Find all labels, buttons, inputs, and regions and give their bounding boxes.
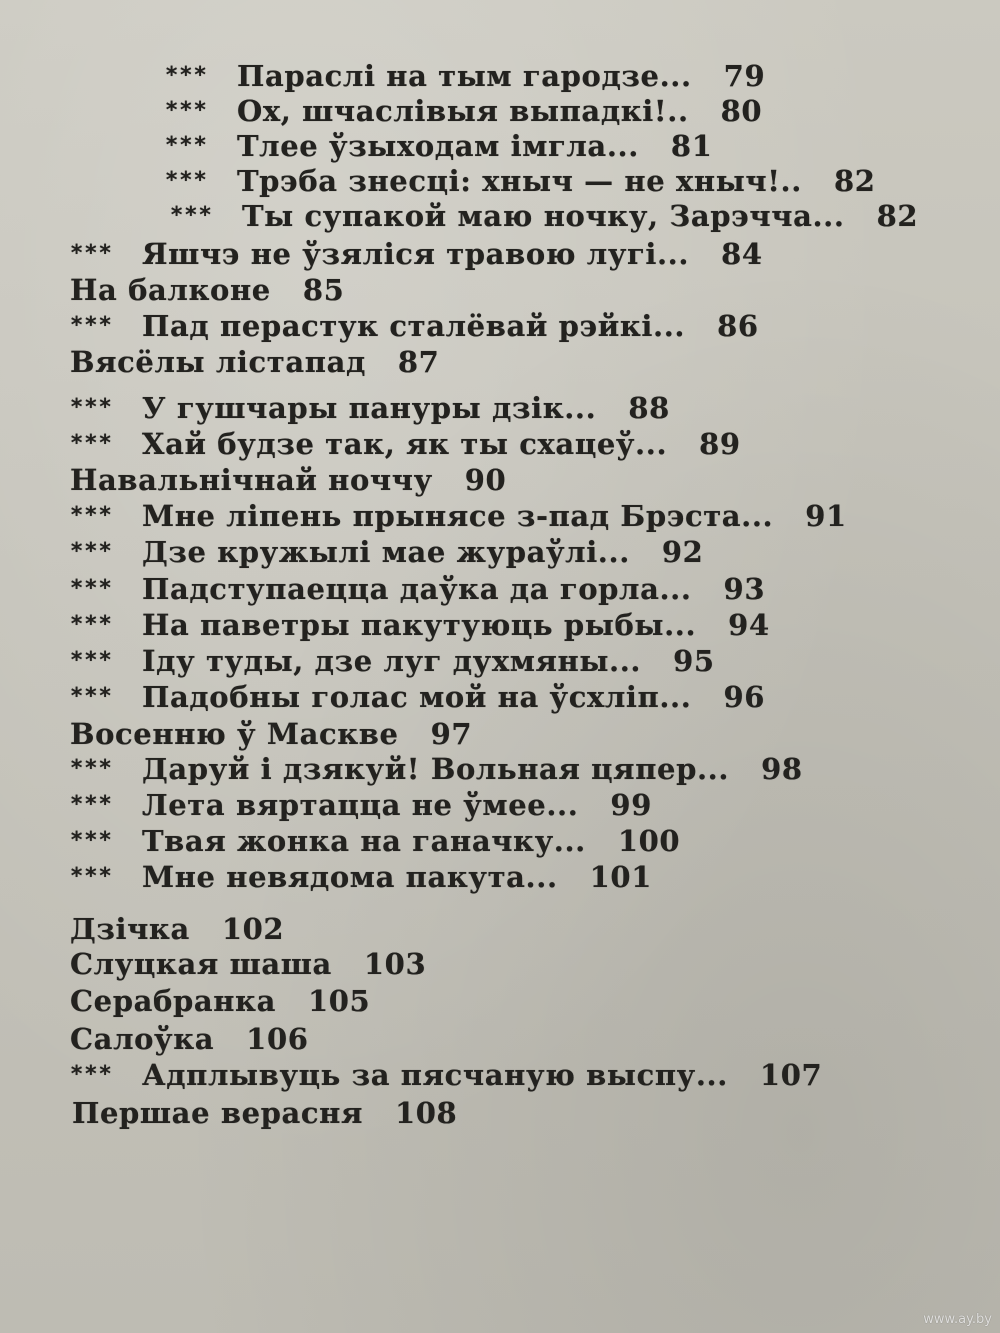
entry-marker: *** bbox=[70, 539, 113, 564]
entry-page-number: 101 bbox=[589, 860, 652, 894]
entry-title: Навальнічнай ноччу bbox=[70, 463, 433, 497]
toc-entry bbox=[70, 344, 439, 380]
entry-title: Хай будзе так, як ты схацеў... bbox=[142, 427, 668, 461]
entry-title: Яшчэ не ўзяліся травою лугі... bbox=[142, 237, 690, 271]
toc-entry bbox=[165, 93, 762, 129]
entry-page-number: 92 bbox=[661, 535, 704, 569]
toc-entry bbox=[70, 983, 370, 1019]
toc-entry bbox=[70, 823, 680, 859]
entry-page-number: 79 bbox=[723, 59, 766, 93]
entry-title: У гушчары пануры дзік... bbox=[142, 391, 597, 425]
entry-page-number: 108 bbox=[395, 1096, 458, 1130]
entry-page-number: 106 bbox=[246, 1022, 309, 1056]
entry-marker: *** bbox=[70, 684, 113, 709]
entry-page-number: 91 bbox=[805, 499, 847, 533]
entry-page-number: 96 bbox=[723, 680, 765, 714]
entry-title: Даруй і дзякуй! Вольная цяпер... bbox=[142, 752, 730, 786]
toc-entry bbox=[70, 462, 506, 498]
entry-title: Першае верасня bbox=[72, 1096, 363, 1130]
entry-page-number: 82 bbox=[876, 199, 919, 233]
toc-entry bbox=[70, 1021, 309, 1057]
entry-title: Восенню ў Маскве bbox=[70, 717, 399, 751]
entry-marker: *** bbox=[170, 203, 213, 228]
toc-entry bbox=[70, 534, 703, 570]
toc-entry bbox=[70, 751, 803, 787]
toc-entry bbox=[70, 426, 741, 462]
entry-title: Трэба знесці: хныч — не хныч!.. bbox=[237, 164, 802, 198]
toc-entry bbox=[70, 571, 765, 607]
entry-page-number: 97 bbox=[430, 717, 473, 751]
entry-title: Мне невядома пакута... bbox=[142, 860, 558, 894]
entry-title: Ты супакой маю ночку, Зарэчча... bbox=[242, 199, 845, 233]
entry-page-number: 89 bbox=[699, 427, 741, 461]
toc-entry bbox=[70, 607, 770, 643]
entry-page-number: 82 bbox=[833, 164, 876, 198]
entry-title: Адплывуць за пясчаную выспу... bbox=[142, 1058, 728, 1092]
entry-title: Параслі на тым гародзе... bbox=[237, 59, 692, 93]
toc-entry bbox=[70, 946, 426, 982]
entry-page-number: 93 bbox=[723, 572, 766, 606]
entry-marker: *** bbox=[70, 864, 113, 889]
toc-entry bbox=[70, 859, 652, 895]
entry-page-number: 87 bbox=[397, 345, 440, 379]
entry-marker: *** bbox=[70, 648, 113, 673]
entry-marker: *** bbox=[165, 63, 208, 88]
entry-title: Мне ліпень прынясе з-пад Брэста... bbox=[142, 499, 774, 533]
entry-page-number: 86 bbox=[717, 309, 759, 343]
entry-page-number: 102 bbox=[221, 912, 285, 946]
toc-entry bbox=[70, 911, 284, 947]
entry-marker: *** bbox=[70, 1062, 113, 1087]
entry-marker: *** bbox=[70, 756, 113, 781]
entry-marker: *** bbox=[165, 168, 208, 193]
entry-marker: *** bbox=[165, 133, 208, 158]
entry-marker: *** bbox=[70, 431, 113, 456]
toc-entry bbox=[72, 1095, 457, 1131]
toc-entry bbox=[165, 163, 876, 199]
entry-page-number: 88 bbox=[628, 391, 670, 425]
toc-entry bbox=[70, 236, 763, 272]
entry-title: Вясёлы лістапад bbox=[70, 345, 366, 379]
toc-entry bbox=[70, 643, 715, 679]
entry-page-number: 90 bbox=[464, 463, 507, 497]
entry-title: На паветры пакутуюць рыбы... bbox=[142, 608, 697, 642]
entry-page-number: 107 bbox=[759, 1058, 823, 1092]
toc-entry bbox=[70, 716, 472, 752]
toc-entry bbox=[70, 498, 847, 534]
toc-entry bbox=[70, 390, 670, 426]
toc-entry bbox=[70, 272, 344, 308]
entry-title: Падступаецца даўка да горла... bbox=[142, 572, 692, 606]
entry-title: На балконе bbox=[70, 273, 271, 307]
toc-entry bbox=[165, 58, 765, 94]
entry-title: Твая жонка на ганачку... bbox=[142, 824, 586, 858]
toc-entry bbox=[70, 679, 765, 715]
entry-page-number: 84 bbox=[721, 237, 763, 271]
entry-page-number: 105 bbox=[307, 984, 371, 1018]
entry-page-number: 100 bbox=[617, 824, 681, 858]
entry-page-number: 94 bbox=[728, 608, 770, 642]
entry-marker: *** bbox=[70, 792, 113, 817]
entry-title: Дзе кружылі мае жураўлі... bbox=[142, 535, 630, 569]
toc-entry bbox=[70, 787, 652, 823]
entry-marker: *** bbox=[165, 98, 208, 123]
entry-marker: *** bbox=[70, 395, 113, 420]
entry-page-number: 81 bbox=[670, 129, 713, 163]
entry-marker: *** bbox=[70, 241, 113, 266]
entry-page-number: 80 bbox=[720, 94, 763, 128]
toc-entry bbox=[165, 128, 712, 164]
entry-title: Лета вяртацца не ўмее... bbox=[142, 788, 579, 822]
toc-entry bbox=[170, 198, 918, 234]
entry-title: Іду туды, дзе луг духмяны... bbox=[142, 644, 642, 678]
entry-title: Дзічка bbox=[70, 912, 190, 946]
entry-marker: *** bbox=[70, 503, 113, 528]
entry-page-number: 98 bbox=[761, 752, 803, 786]
toc-entry bbox=[70, 308, 759, 344]
toc-entry bbox=[70, 1057, 822, 1093]
entry-page-number: 85 bbox=[302, 273, 345, 307]
entry-page-number: 103 bbox=[363, 947, 427, 981]
entry-title: Пад перастук сталёвай рэйкі... bbox=[142, 309, 686, 343]
entry-title: Серабранка bbox=[70, 984, 276, 1018]
entry-title: Ох, шчаслівыя выпадкі!.. bbox=[237, 94, 689, 128]
entry-page-number: 99 bbox=[610, 788, 652, 822]
entry-title: Падобны голас мой на ўсхліп... bbox=[142, 680, 692, 714]
entry-marker: *** bbox=[70, 828, 113, 853]
entry-title: Слуцкая шаша bbox=[70, 947, 332, 981]
entry-marker: *** bbox=[70, 612, 113, 637]
entry-title: Салоўка bbox=[70, 1022, 215, 1056]
entry-page-number: 95 bbox=[673, 644, 715, 678]
entry-marker: *** bbox=[70, 576, 113, 601]
entry-marker: *** bbox=[70, 313, 113, 338]
site-watermark: www.ay.by bbox=[923, 1312, 992, 1327]
entry-title: Тлее ўзыходам імгла... bbox=[237, 129, 639, 163]
